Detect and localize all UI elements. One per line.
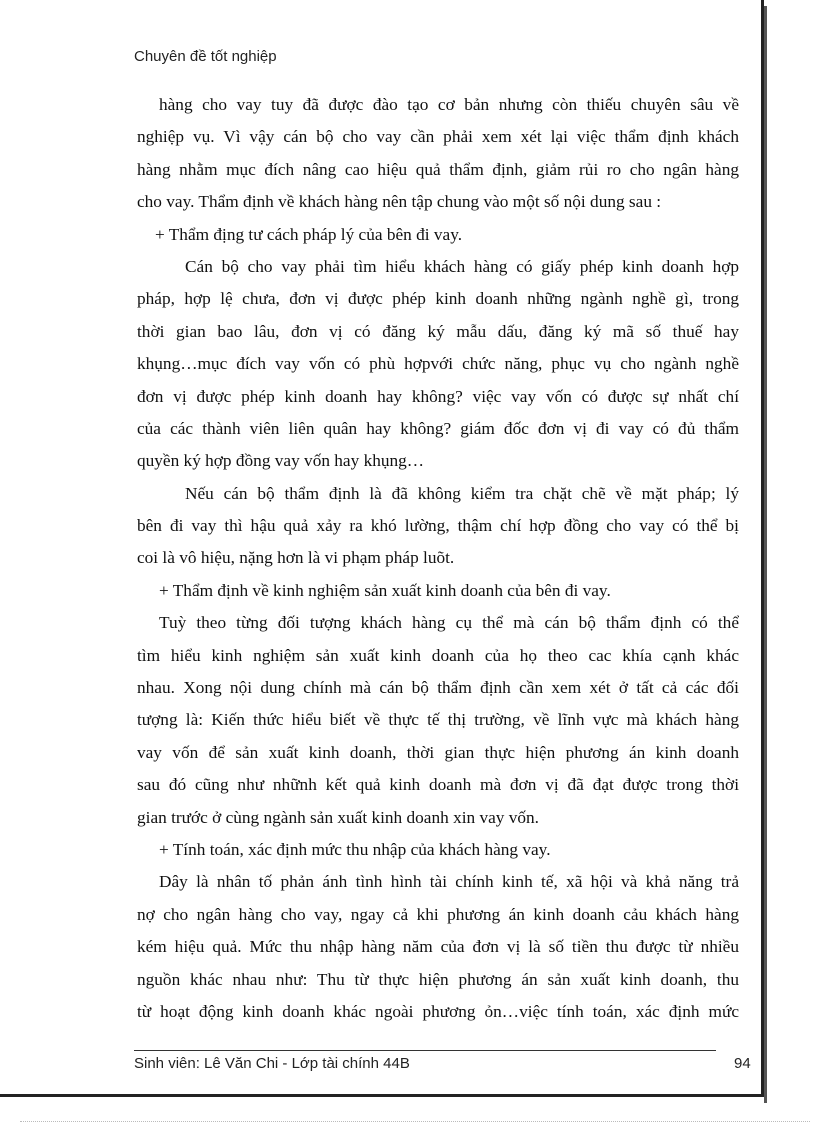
text-line: sau đó cũng như nhữnh kết quả kinh doanh mà đơn vị đã đạt được trong thời: [137, 775, 739, 795]
text-line: + Tính toán, xác định mức thu nhập của khách hàng vay.: [159, 839, 551, 859]
document-body: [137, 89, 739, 1028]
text-line: Tuỳ theo từng đối tượng khách hàng cụ thể mà cán bộ thẩm định có thể: [159, 613, 739, 633]
footer-divider: [134, 1050, 716, 1051]
text-line: của các thành viên liên quân hay không? giám đốc đơn vị đi vay có đủ thẩm: [137, 418, 739, 438]
page-header-title: Chuyên đề tốt nghiệp: [134, 48, 277, 65]
text-line: kém hiệu quả. Mức thu nhập hàng năm của đơn vị là số tiền thu được từ nhiều: [137, 937, 739, 957]
text-line: cho vay. Thẩm định về khách hàng nên tập chung vào một số nội dung sau :: [137, 192, 662, 212]
text-line: gian trước ở cùng ngành sản xuất kinh doanh xin vay vốn.: [137, 807, 539, 827]
text-line: nguồn khác nhau như: Thu từ thực hiện phương án sản xuất kinh doanh, thu: [137, 969, 739, 989]
text-line: vay vốn để sản xuất kinh doanh, thời gian thực hiện phương án kinh doanh: [137, 742, 739, 762]
page-number: 94: [734, 1055, 751, 1072]
text-line: Nếu cán bộ thẩm định là đã không kiểm tra chặt chẽ về mặt pháp; lý: [185, 483, 739, 503]
text-line: + Thẩm định về kinh nghiệm sản xuất kinh doanh của bên đi vay.: [159, 580, 611, 600]
text-line: thời gian bao lâu, đơn vị có đăng ký mẫu dấu, đăng ký mã số thuế hay: [137, 321, 739, 341]
text-line: + Thẩm địng tư cách pháp lý của bên đi vay.: [155, 224, 463, 244]
text-line: Dây là nhân tố phản ánh tình hình tài chính kinh tế, xã hội và khả năng trả: [159, 872, 739, 892]
text-line: quyền ký hợp đồng vay vốn hay khụng…: [137, 451, 425, 471]
text-line: coi là vô hiệu, nặng hơn là vi phạm pháp luõt.: [137, 548, 455, 568]
text-line: hàng nhằm mục đích nâng cao hiệu quả thẩm định, giảm rủi ro cho ngân hàng: [137, 159, 739, 179]
text-line: từ hoạt động kinh doanh khác ngoài phương ỏn…việc tính toán, xác định mức: [137, 1001, 739, 1021]
text-line: hàng cho vay tuy đã được đào tạo cơ bản nhưng còn thiếu chuyên sâu về: [159, 95, 739, 114]
text-line: nghiệp vụ. Vì vậy cán bộ cho vay cần phải xem xét lại việc thẩm định khách: [137, 127, 739, 147]
text-line: tìm hiểu kinh nghiệm sản xuất kinh doanh của họ theo cac khía cạnh khác: [137, 645, 739, 665]
footer-student-info: Sinh viên: Lê Văn Chi - Lớp tài chính 44B: [134, 1055, 410, 1072]
text-line: bên đi vay thì hậu quả xảy ra khó lường, thậm chí hợp đồng cho vay có thể bị: [137, 516, 739, 536]
text-line: khụng…mục đích vay vốn có phù hợpvới chức năng, phục vụ cho ngành nghề: [137, 354, 739, 374]
text-line: pháp, hợp lệ chưa, đơn vị được phép kinh doanh những ngành nghề gì, trong: [137, 289, 739, 309]
text-line: tượng là: Kiến thức hiểu biết về thực tế thị trường, về lĩnh vực mà khách hàng: [137, 710, 739, 730]
text-line: đơn vị được phép kinh doanh hay không? việc vay vốn có được sự nhất chí: [137, 386, 739, 406]
text-line: Cán bộ cho vay phải tìm hiểu khách hàng có giấy phép kinh doanh hợp: [185, 256, 739, 276]
text-line: nhau. Xong nội dung chính mà cán bộ thẩm định cần xem xét ở tất cả các đối: [137, 678, 739, 698]
text-line: nợ cho ngân hàng cho vay, ngay cả khi phương án kinh doanh cảu khách hàng: [137, 904, 739, 924]
page-edge-divider: [20, 1121, 810, 1122]
